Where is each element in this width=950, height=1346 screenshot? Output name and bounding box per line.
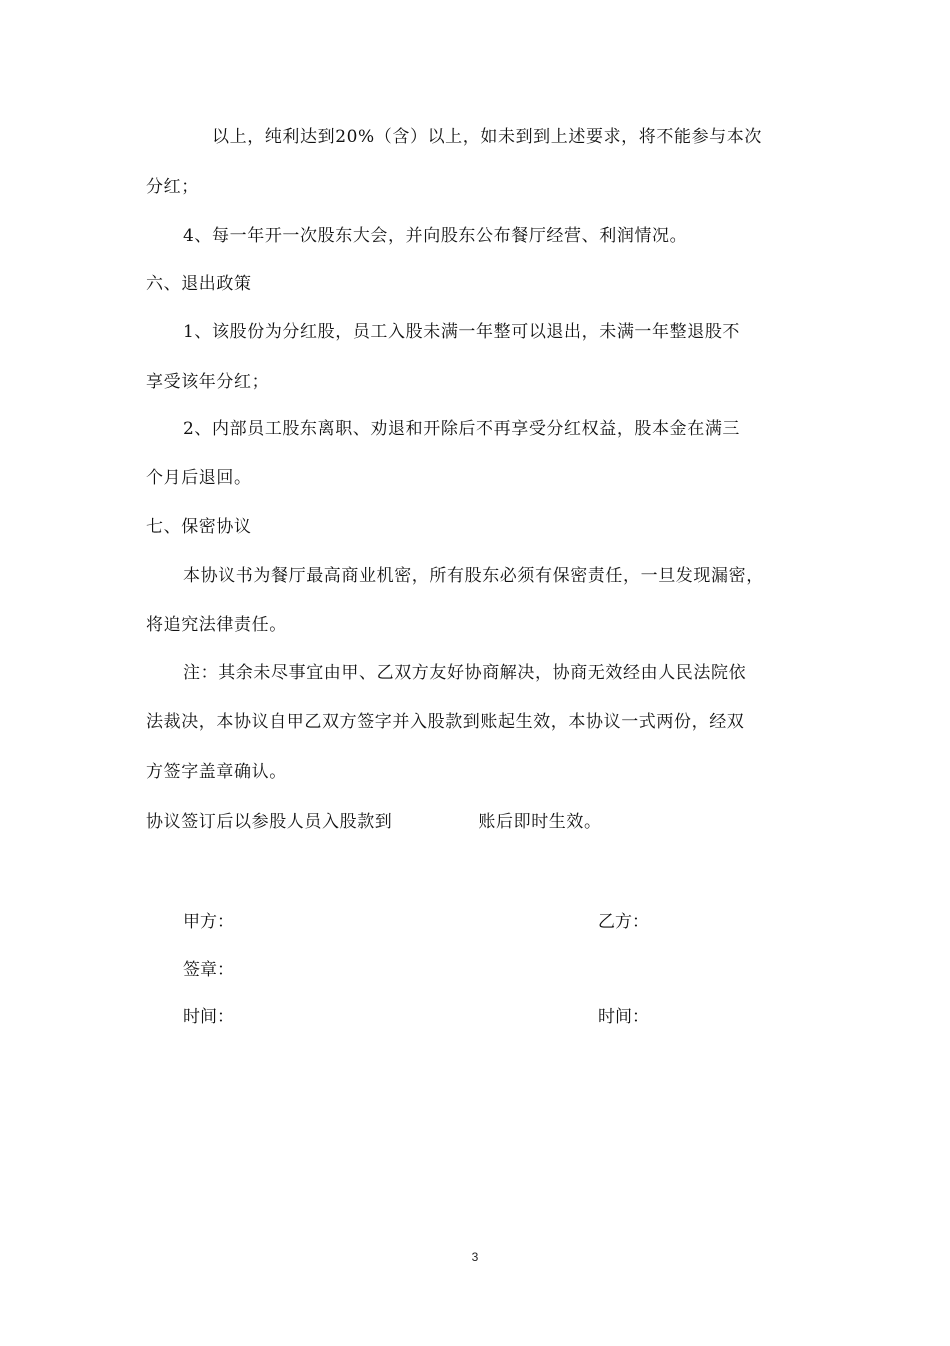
time-a-label: 时间：: [183, 1007, 234, 1027]
paragraph-line: 1、该股份为分红股，员工入股未满一年整可以退出，未满一年整退股不: [183, 322, 741, 342]
effective-clause-before: 协议签订后以参股人员入股款到: [146, 812, 393, 832]
paragraph-line: 个月后退回。: [146, 468, 252, 488]
paragraph-line: 方签字盖章确认。: [146, 762, 287, 782]
paragraph-line: 分红；: [146, 177, 199, 197]
effective-clause-after: 账后即时生效。: [478, 812, 602, 832]
seal-label: 签章：: [183, 960, 234, 980]
effective-clause: [146, 812, 602, 832]
time-b-label: 时间：: [598, 1007, 649, 1027]
paragraph-line: 享受该年分红；: [146, 372, 270, 392]
section-heading: 六、退出政策: [146, 274, 252, 294]
paragraph-line: 将追究法律责任。: [146, 615, 287, 635]
paragraph-line: 本协议书为餐厅最高商业机密，所有股东必须有保密责任，一旦发现漏密，: [183, 566, 764, 586]
paragraph-line: 以上，纯利达到20%（含）以上，如未到到上述要求，将不能参与本次: [212, 127, 762, 147]
section-heading: 七、保密协议: [146, 517, 252, 537]
party-b-label: 乙方：: [598, 912, 649, 932]
paragraph-line: 注：其余未尽事宜由甲、乙双方友好协商解决，协商无效经由人民法院依: [183, 663, 747, 683]
paragraph-line: 法裁决，本协议自甲乙双方签字并入股款到账起生效，本协议一式两份，经双: [146, 712, 745, 732]
party-a-label: 甲方：: [183, 912, 234, 932]
paragraph-line: 2、内部员工股东离职、劝退和开除后不再享受分红权益，股本金在满三: [183, 419, 741, 439]
paragraph-line: 4、每一年开一次股东大会，并向股东公布餐厅经营、利润情况。: [183, 226, 688, 246]
page-number: 3: [471, 1250, 479, 1264]
